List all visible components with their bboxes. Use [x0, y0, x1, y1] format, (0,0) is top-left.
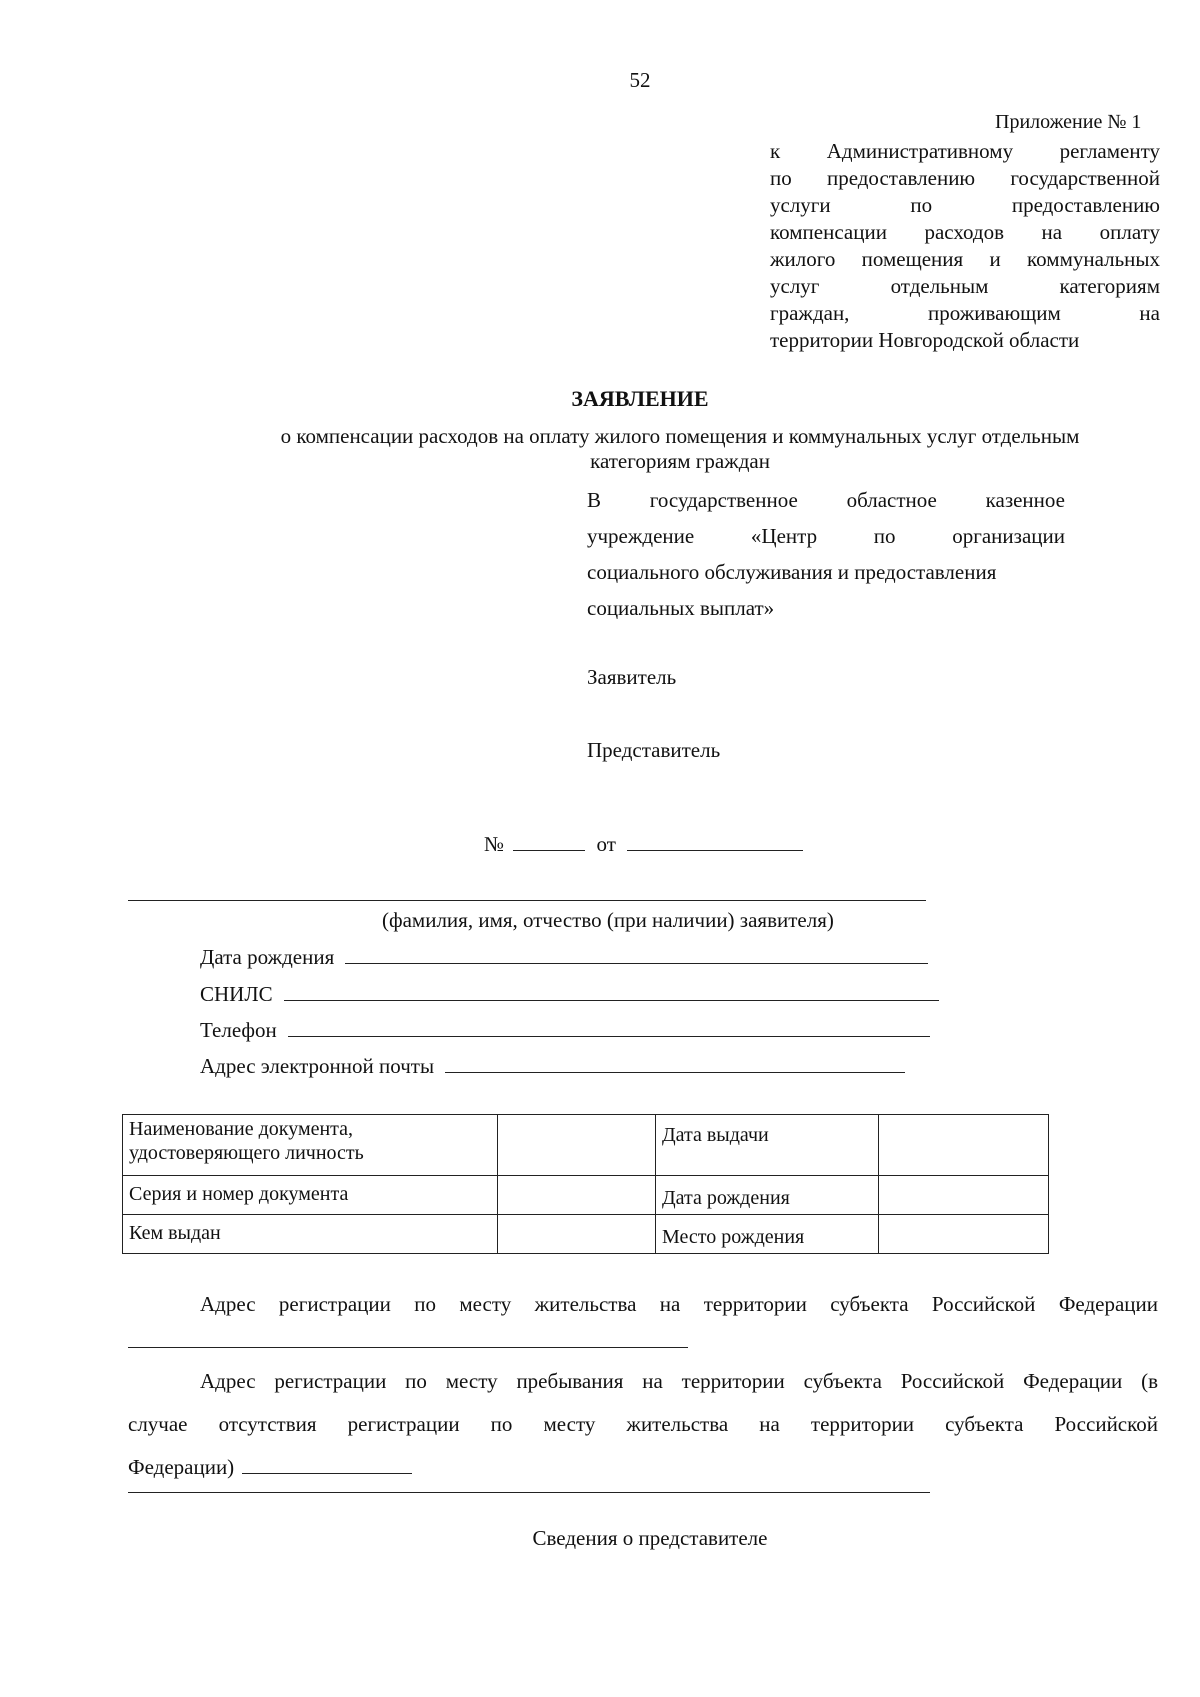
residence-address-field[interactable] — [128, 1347, 688, 1348]
addressee-line: учреждение «Центр по организации — [587, 524, 1065, 548]
table-cell-value[interactable] — [498, 1115, 656, 1176]
date-field[interactable] — [627, 830, 803, 851]
annex-line: граждан, проживающим на — [770, 301, 1160, 325]
email-field[interactable] — [445, 1052, 905, 1073]
page-number: 52 — [629, 68, 651, 92]
annex-line: услуг отдельным категориям — [770, 274, 1160, 298]
table-cell-value[interactable] — [879, 1215, 1049, 1254]
table-row — [123, 1115, 1049, 1176]
table-cell-value[interactable] — [498, 1176, 656, 1215]
addressee-block — [587, 482, 1065, 626]
email-label: Адрес электронной почты — [200, 1054, 435, 1078]
representative-section-title: Сведения о представителе — [532, 1526, 768, 1550]
fio-field[interactable] — [128, 900, 926, 901]
addressee-line: В государственное областное казенное — [587, 488, 1065, 512]
table-cell-label — [123, 1176, 498, 1215]
fio-caption: (фамилия, имя, отчество (при наличии) заявителя) — [382, 908, 834, 932]
addressee-line: социальных выплат» — [587, 596, 775, 620]
residence-address-label: Адрес регистрации по месту жительства на территории субъекта Российской Федерации — [200, 1292, 1158, 1316]
table-row — [123, 1176, 1049, 1215]
table-cell-label — [656, 1215, 879, 1254]
identity-document-table — [122, 1114, 1049, 1254]
table-cell-label — [656, 1115, 879, 1176]
table-cell-label — [656, 1176, 879, 1215]
phone-label: Телефон — [200, 1018, 277, 1042]
table-cell-value[interactable] — [879, 1176, 1049, 1215]
annex-line: к Административному регламенту — [770, 139, 1160, 163]
birth-date-row — [200, 943, 928, 970]
stay-address-text: Федерации) — [128, 1455, 235, 1479]
annex-line: по предоставлению государственной — [770, 166, 1160, 190]
number-sign: № — [484, 832, 505, 856]
number-field[interactable] — [513, 830, 585, 851]
cell-text: удостоверяющего личность — [129, 1142, 364, 1164]
stay-address-field[interactable] — [242, 1453, 412, 1474]
table-row — [123, 1215, 1049, 1254]
table-cell-value[interactable] — [879, 1115, 1049, 1176]
email-row — [200, 1052, 905, 1079]
annex-line: территории Новгородской области — [770, 328, 1080, 352]
cell-text: Наименование документа, — [129, 1118, 354, 1140]
stay-address-continuation-field[interactable] — [128, 1492, 930, 1493]
birth-date-field[interactable] — [345, 943, 928, 964]
annex-line: компенсации расходов на оплату — [770, 220, 1160, 244]
number-date-line — [484, 830, 803, 857]
annex-title: Приложение № 1 — [995, 111, 1142, 133]
subtitle-line: категориям граждан — [590, 449, 770, 473]
stay-address-line — [128, 1446, 1158, 1489]
document-title: ЗАЯВЛЕНИЕ — [571, 386, 709, 411]
addressee-line: социального обслуживания и предоставления — [587, 560, 997, 584]
birth-date-label: Дата рождения — [200, 945, 335, 969]
snils-label: СНИЛС — [200, 982, 273, 1006]
annex-reference — [770, 138, 1160, 354]
annex-line: жилого помещения и коммунальных — [770, 247, 1160, 271]
from-label: от — [596, 832, 616, 856]
applicant-label: Заявитель — [587, 665, 677, 689]
cell-text: Кем выдан — [129, 1222, 221, 1244]
table-cell-value[interactable] — [498, 1215, 656, 1254]
snils-row — [200, 980, 939, 1007]
snils-field[interactable] — [284, 980, 939, 1001]
cell-text: Место рождения — [662, 1226, 805, 1248]
cell-text: Серия и номер документа — [129, 1183, 349, 1205]
cell-text: Дата выдачи — [662, 1124, 769, 1146]
phone-field[interactable] — [288, 1016, 930, 1037]
subtitle-line: о компенсации расходов на оплату жилого помещения и коммунальных услуг отдельным — [280, 424, 1080, 448]
representative-label: Представитель — [587, 738, 721, 762]
table-cell-label — [123, 1115, 498, 1176]
table-cell-label — [123, 1215, 498, 1254]
stay-address-line: случае отсутствия регистрации по месту жительства на территории субъекта Российской — [128, 1412, 1158, 1436]
stay-address-block — [128, 1360, 1158, 1489]
document-subtitle — [210, 424, 1150, 474]
cell-text: Дата рождения — [662, 1187, 790, 1209]
stay-address-line: Адрес регистрации по месту пребывания на территории субъекта Российской Федерации (в — [200, 1369, 1158, 1393]
phone-row — [200, 1016, 930, 1043]
annex-line: услуги по предоставлению — [770, 193, 1160, 217]
